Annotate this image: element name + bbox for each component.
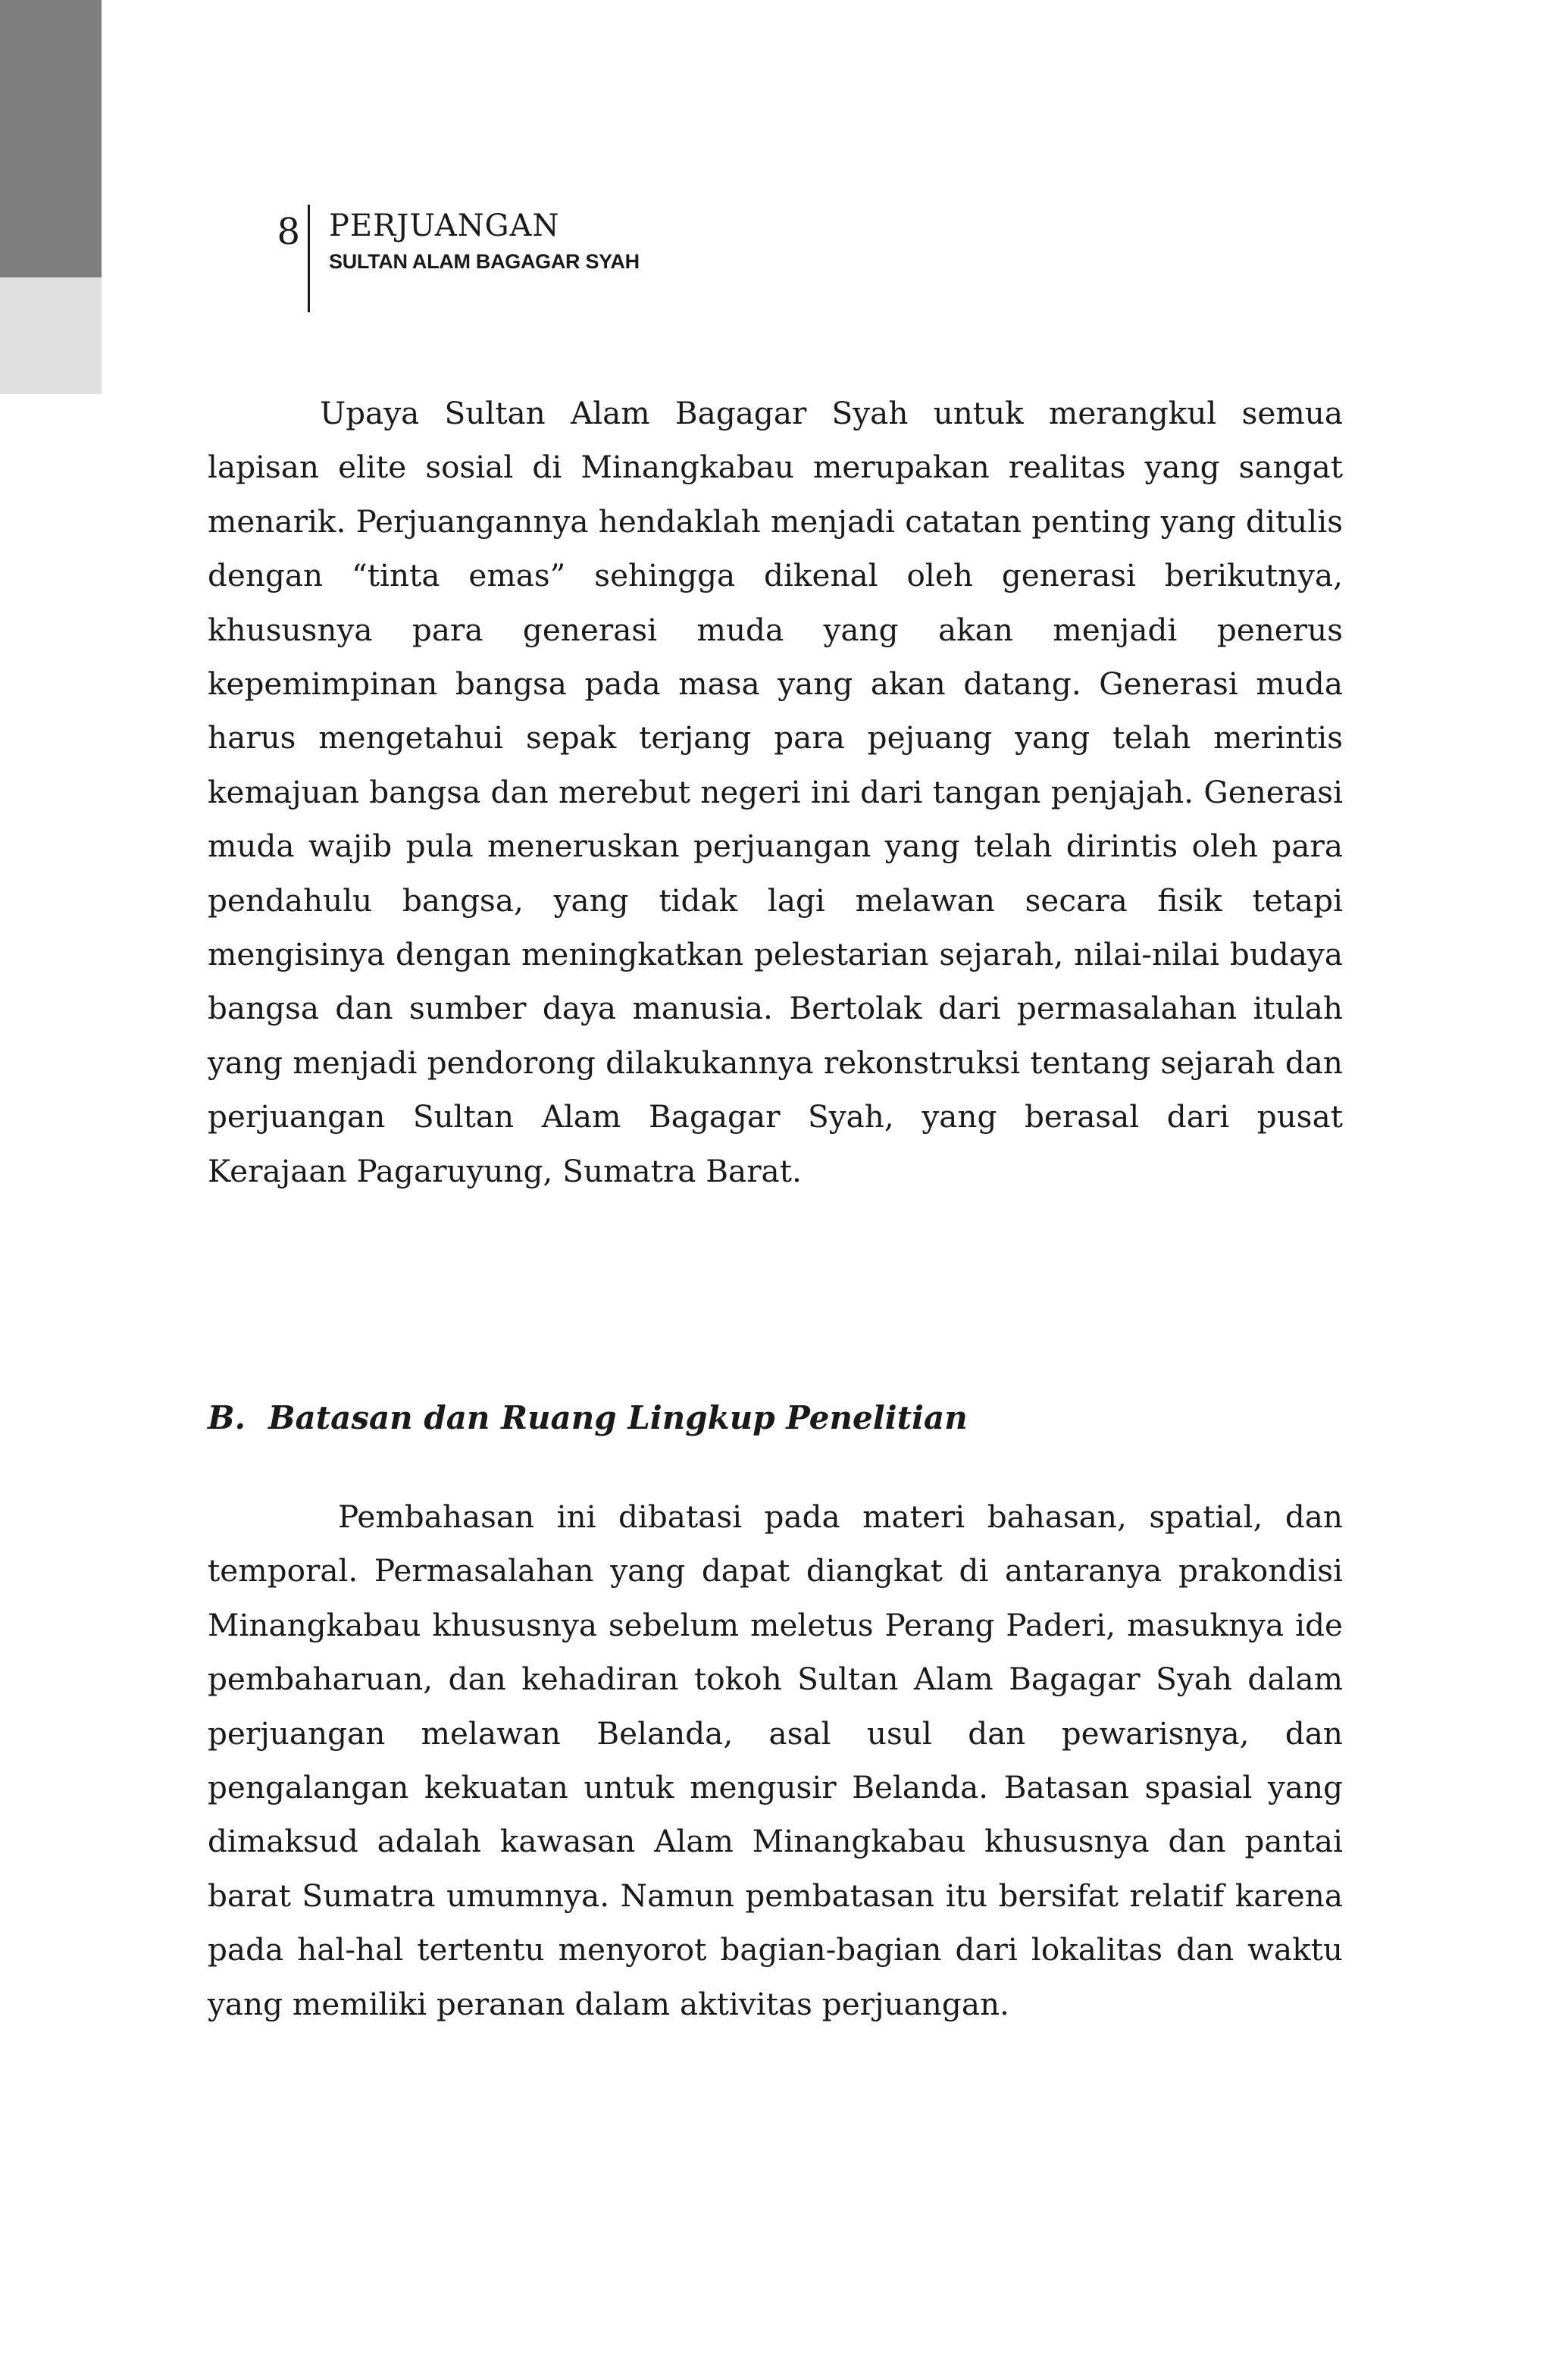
header-title: PERJUANGAN <box>329 208 560 243</box>
paragraph-scope: Pembahasan ini dibatasi pada materi bahasan, spatial, dan temporal. Permasalahan yang dapat diangkat di antaranya prakondisi Minangkabau khususnya sebelum meletus Perang Paderi, masuknya ide pembaharuan, dan kehadiran tokoh Sultan Alam Bagagar Syah dalam perjuangan melawan Belanda, asal usul dan pewarisnya, dan pengalangan kekuatan untuk mengusir Belanda. Batasan spasial yang dimaksud adalah kawasan Alam Minangkabau khususnya dan pantai barat Sumatra umumnya. Namun pembatasan itu bersifat relatif karena pada hal-hal tertentu menyorot bagian-bagian dari lokalitas dan waktu yang memiliki peranan dalam aktivitas perjuangan. <box>208 1498 1343 2022</box>
section-title: Batasan dan Ruang Lingkup Penelitian <box>268 1399 968 1436</box>
section-heading <box>208 1392 968 1445</box>
header-divider <box>308 205 310 312</box>
page-edge-tab-dark <box>0 0 102 277</box>
page-edge-tab-light <box>0 277 102 394</box>
section-letter: B. <box>208 1399 246 1436</box>
header-subtitle: SULTAN ALAM BAGAGAR SYAH <box>329 250 640 273</box>
page-number: 8 <box>277 211 300 253</box>
paragraph-intro: Upaya Sultan Alam Bagagar Syah untuk merangkul semua lapisan elite sosial di Minangkabau merupakan realitas yang sangat menarik. Perjuangannya hendaklah menjadi catatan penting yang ditulis dengan “tinta emas” sehingga dikenal oleh generasi berikutnya, khususnya para generasi muda yang akan menjadi penerus kepemimpinan bangsa pada masa yang akan datang. Generasi muda harus mengetahui sepak terjang para pejuang yang telah merintis kemajuan bangsa dan merebut negeri ini dari tangan penjajah. Generasi muda wajib pula meneruskan perjuangan yang telah dirintis oleh para pendahulu bangsa, yang tidak lagi melawan secara fisik tetapi mengisinya dengan meningkatkan pelestarian sejarah, nilai-nilai budaya bangsa dan sumber daya manusia. Bertolak dari permasalahan itulah yang menjadi pendorong dilakukannya rekonstruksi tentang sejarah dan perjuangan Sultan Alam Bagagar Syah, yang berasal dari pusat Kerajaan Pagaruyung, Sumatra Barat. <box>208 395 1343 1189</box>
